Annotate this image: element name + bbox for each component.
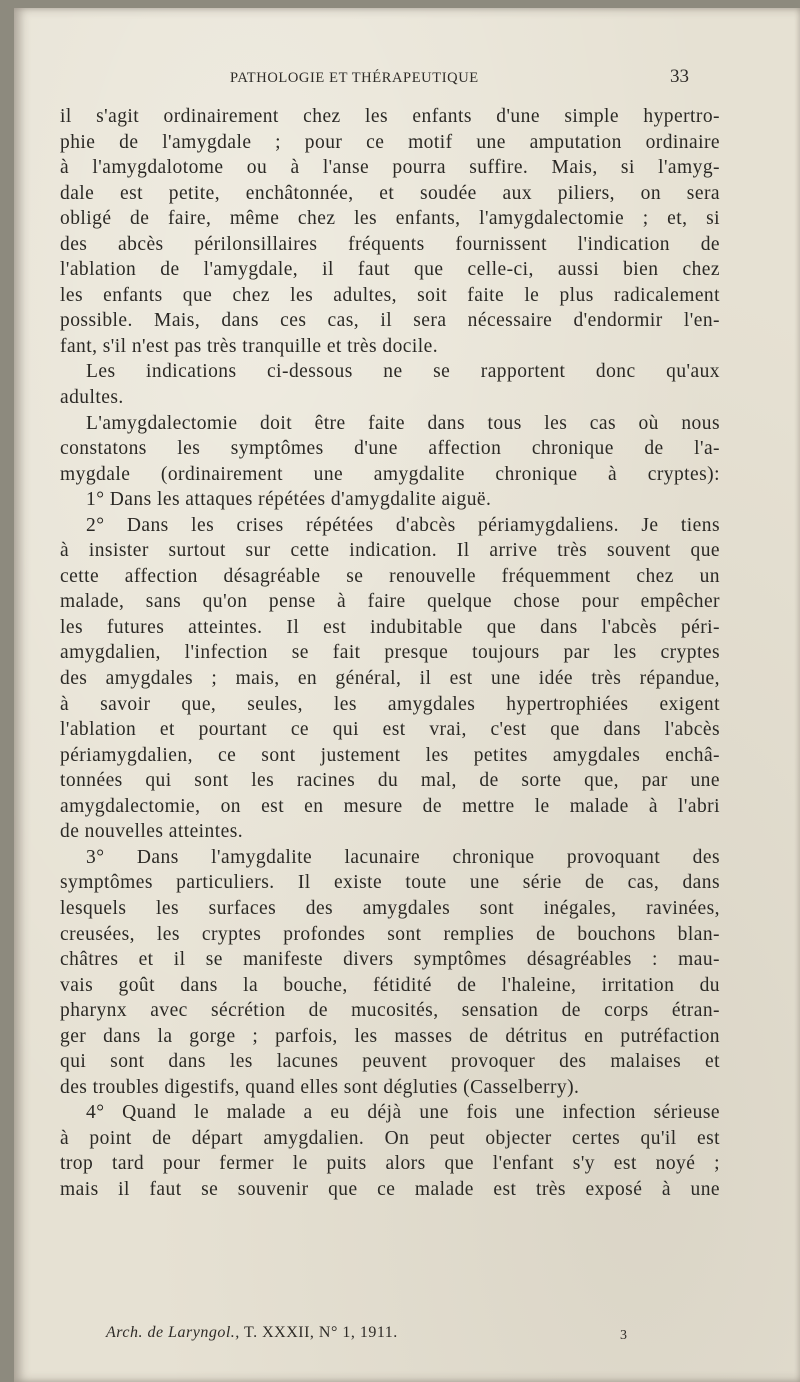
- text-line: dale est petite, enchâtonnée, et soudée aux piliers, on sera: [60, 182, 720, 204]
- text-line: mais il faut se souvenir que ce malade est très exposé à une: [60, 1178, 720, 1200]
- text-line: périamygdalien, ce sont justement les petites amygdales enchâ-: [60, 744, 720, 766]
- text-line: pharynx avec sécrétion de mucosités, sensation de corps étran-: [60, 1000, 720, 1022]
- text-line: constatons les symptômes d'une affection chronique de l'a-: [60, 438, 720, 460]
- text-line: l'ablation et pourtant ce qui est vrai, c'est que dans l'abcès: [60, 719, 720, 741]
- text-line: ger dans la gorge ; parfois, les masses de détritus en putréfaction: [60, 1025, 720, 1047]
- text-line: les futures atteintes. Il est indubitable que dans l'abcès péri-: [60, 616, 720, 638]
- text-line: obligé de faire, même chez les enfants, l'amygdalectomie ; et, si: [60, 208, 720, 230]
- text-line: de nouvelles atteintes.: [60, 821, 244, 843]
- text-line: l'ablation de l'amygdale, il faut que celle-ci, aussi bien chez: [60, 259, 720, 281]
- journal-title: Arch. de Laryngol.,: [106, 1324, 240, 1341]
- body-text: [60, 104, 720, 1203]
- text-line: il s'agit ordinairement chez les enfants d'une simple hypertro-: [60, 106, 720, 127]
- page-number: 33: [670, 66, 689, 87]
- text-line: amygdalectomie, on est en mesure de mettre le malade à l'abri: [60, 795, 720, 817]
- text-line: possible. Mais, dans ces cas, il sera nécessaire d'endormir l'en-: [60, 310, 720, 332]
- text-line: 3° Dans l'amygdalite lacunaire chronique provoquant des: [86, 846, 720, 868]
- text-line: à insister surtout sur cette indication. Il arrive très souvent que: [60, 540, 720, 562]
- text-line: trop tard pour fermer le puits alors que l'enfant s'y est noyé ;: [60, 1153, 720, 1175]
- text-line: vais goût dans la bouche, fétidité de l'haleine, irritation du: [60, 974, 720, 996]
- text-line: à l'amygdalotome ou à l'anse pourra suffire. Mais, si l'amyg-: [60, 157, 720, 179]
- text-line: malade, sans qu'on pense à faire quelque chose pour empêcher: [60, 591, 720, 613]
- text-line: tonnées qui sont les racines du mal, de sorte que, par une: [60, 770, 720, 792]
- text-line: 1° Dans les attaques répétées d'amygdalite aiguë.: [86, 489, 492, 511]
- text-line: adultes.: [60, 387, 124, 409]
- signature-mark: 3: [620, 1328, 628, 1343]
- text-line: Les indications ci-dessous ne se rapportent donc qu'aux: [86, 361, 720, 383]
- text-line: des amygdales ; mais, en général, il est une idée très répandue,: [60, 668, 720, 690]
- text-line: 2° Dans les crises répétées d'abcès périamygdaliens. Je tiens: [86, 514, 720, 536]
- text-line: mygdale (ordinairement une amygdalite chronique à cryptes):: [60, 463, 720, 485]
- text-line: châtres et il se manifeste divers symptômes désagréables : mau-: [60, 949, 720, 971]
- running-head: [14, 66, 800, 96]
- text-line: amygdalien, l'infection se fait presque toujours par les cryptes: [60, 642, 720, 664]
- text-line: les enfants que chez les adultes, soit faite le plus radicalement: [60, 284, 720, 306]
- text-line: à savoir que, seules, les amygdales hypertrophiées exigent: [60, 693, 720, 715]
- text-line: fant, s'il n'est pas très tranquille et très docile.: [60, 335, 439, 357]
- text-line: des abcès périlonsillaires fréquents fournissent l'indication de: [60, 233, 720, 255]
- text-line: qui sont dans les lacunes peuvent provoquer des malaises et: [60, 1051, 720, 1073]
- text-line: symptômes particuliers. Il existe toute une série de cas, dans: [60, 872, 720, 894]
- text-line: à point de départ amygdalien. On peut objecter certes qu'il est: [60, 1127, 720, 1149]
- text-line: cette affection désagréable se renouvelle fréquemment chez un: [60, 565, 720, 587]
- running-title: PATHOLOGIE ET THÉRAPEUTIQUE: [230, 70, 479, 86]
- text-line: 4° Quand le malade a eu déjà une fois une infection sérieuse: [86, 1102, 720, 1124]
- journal-reference: T. XXXII, N° 1, 1911.: [239, 1324, 398, 1341]
- book-page: [14, 8, 800, 1382]
- text-line: phie de l'amygdale ; pour ce motif une amputation ordinaire: [60, 131, 720, 153]
- journal-footer: [106, 1324, 726, 1348]
- text-line: creusées, les cryptes profondes sont remplies de bouchons blan-: [60, 923, 720, 945]
- text-line: lesquels les surfaces des amygdales sont inégales, ravinées,: [60, 897, 720, 919]
- text-line: L'amygdalectomie doit être faite dans tous les cas où nous: [86, 412, 720, 434]
- text-line: des troubles digestifs, quand elles sont dégluties (Casselberry).: [60, 1076, 580, 1098]
